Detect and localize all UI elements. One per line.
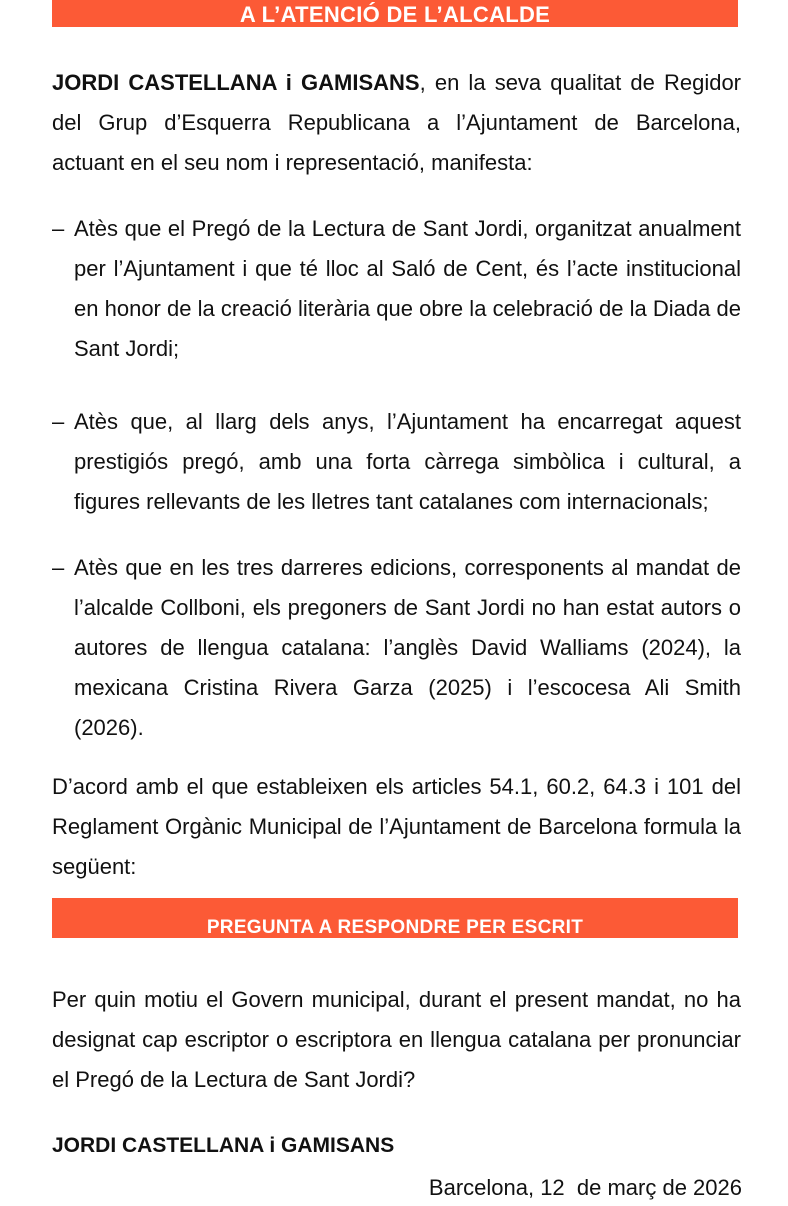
consideration-item [52,548,741,748]
header-banner-title: A L’ATENCIÓ DE L’ALCALDE [239,2,551,27]
consideration-dash: – [52,409,65,434]
consideration-item [52,402,741,522]
question-banner [52,898,738,938]
consideration-dash: – [52,555,65,580]
consideration-dash: – [52,216,65,241]
header-banner [52,0,738,27]
consideration-item [52,209,741,369]
question-banner-title: PREGUNTA A RESPONDRE PER ESCRIT [206,917,584,938]
agreement-paragraph: D’acord amb el que estableixen els articles 54.1, 60.2, 64.3 i 101 del Reglament Orgànic Municipal de l’Ajuntament de Barcelona formula la següent: [52,774,741,879]
question-paragraph: Per quin motiu el Govern municipal, durant el present mandat, no ha designat cap escriptor o escriptora en llengua catalana per pronunciar el Pregó de la Lectura de Sant Jordi? [52,987,741,1092]
consideration-text: Atès que, al llarg dels anys, l’Ajuntament ha encarregat aquest prestigiós pregó, amb una forta càrrega simbòlica i cultural, a figures rellevants de les lletres tant catalanes com internacionals; [74,409,741,514]
consideration-text: Atès que el Pregó de la Lectura de Sant Jordi, organitzat anualment per l’Ajuntament i que té lloc al Saló de Cent, és l’acte institucional en honor de la creació literària que obre la celebració de la Diada de Sant Jordi; [74,216,741,361]
place-date: Barcelona, 12 de març de 2026 [428,1175,742,1200]
signer-name: JORDI CASTELLANA i GAMISANS [52,1134,395,1157]
intro-paragraph [52,63,741,183]
intro-text: , en la seva qualitat de Regidor del Grup d’Esquerra Republicana a l’Ajuntament de Barcelona, actuant en el seu nom i representació, manifesta: [52,70,742,175]
consideration-text: Atès que en les tres darreres edicions, corresponents al mandat de l’alcalde Collboni, els pregoners de Sant Jordi no han estat autors o autores de llengua catalana: l’anglès David Walliams (2024), la mexicana Cristina Rivera Garza (2025) i l’escocesa Ali Smith (2026). [74,555,741,740]
intro-name: JORDI CASTELLANA i GAMISANS [52,70,420,95]
